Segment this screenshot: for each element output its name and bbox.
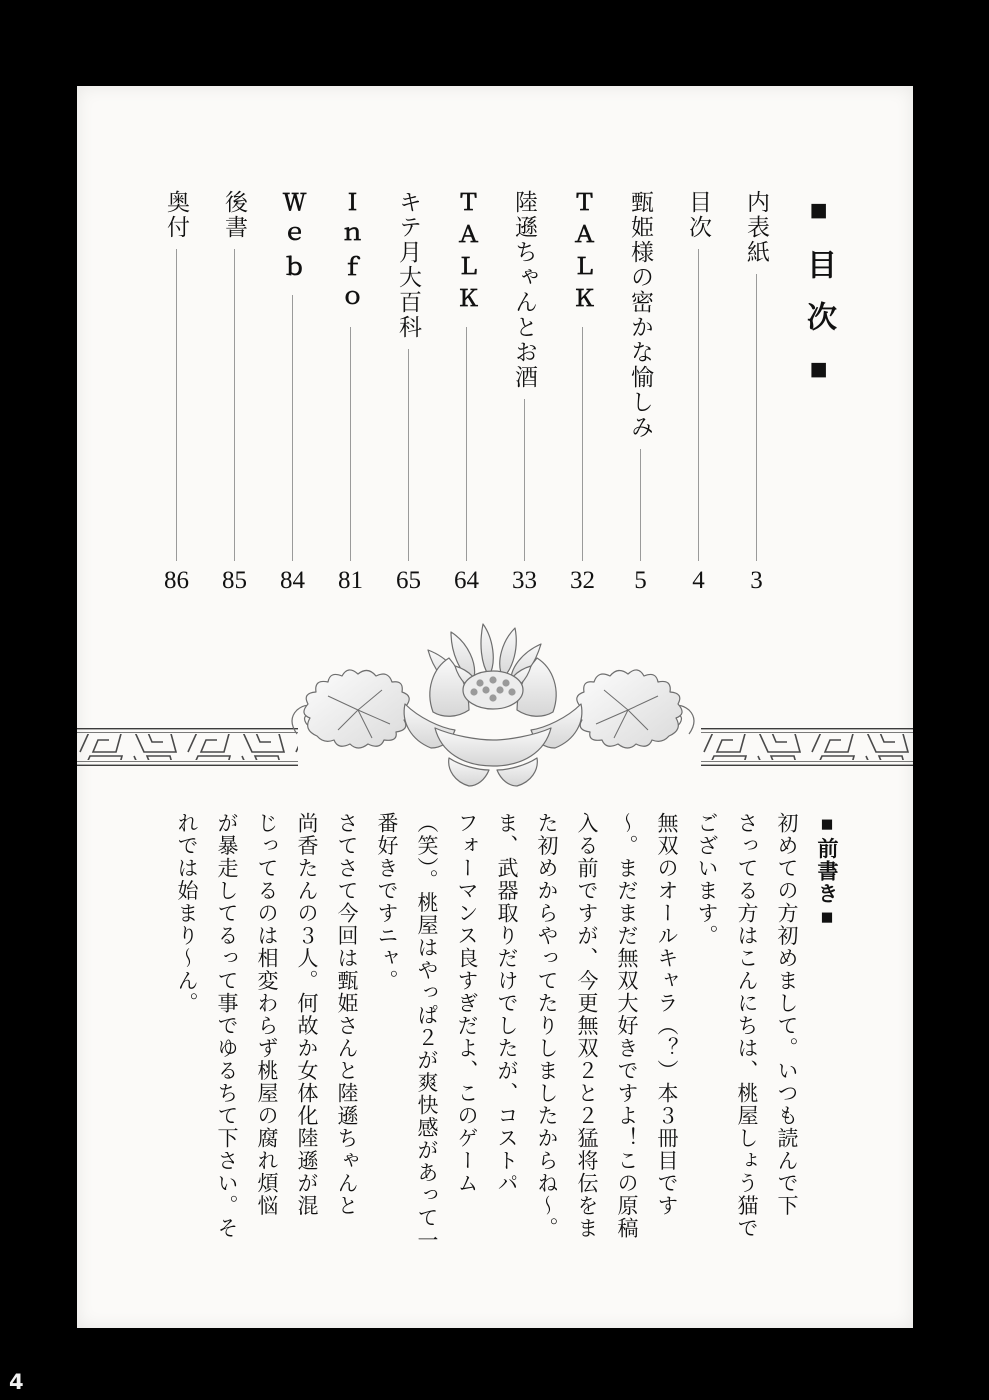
toc-entry xyxy=(395,190,422,594)
preface-text-column: 番好きですニャ。 xyxy=(375,812,399,992)
preface-text-column: 入る前ですが、今更無双２と２猛将伝をま xyxy=(575,812,599,1240)
toc-entry-title: 奥付 xyxy=(164,190,189,240)
toc-leader-line xyxy=(756,274,757,561)
toc-entry-title: 内表紙 xyxy=(744,190,769,265)
toc-leader-line xyxy=(524,399,525,561)
toc-leader-line xyxy=(176,249,177,561)
toc-entry-page-number: 81 xyxy=(338,567,363,594)
toc-entry-page-number: 85 xyxy=(222,567,247,594)
toc-entry xyxy=(743,190,770,594)
toc-entry-title: Ｗｅｂ xyxy=(280,190,306,286)
preface-text-column: （笑）。桃屋はやっぱ２が爽快感があって一 xyxy=(415,812,439,1252)
meander-border-right-icon xyxy=(701,728,913,766)
toc-entry-title: キテ月大百科 xyxy=(396,190,421,340)
toc-entry xyxy=(279,190,306,594)
lotus-flower-icon xyxy=(283,616,703,792)
toc-entry-page-number: 64 xyxy=(454,567,479,594)
preface-heading: ■前書き■ xyxy=(815,812,839,931)
toc-entry-title: 陸遜ちゃんとお酒 xyxy=(512,190,537,390)
toc-entry-page-number: 84 xyxy=(280,567,305,594)
toc-leader-line xyxy=(234,249,235,561)
preface-text-column: れでは始まり〜ん。 xyxy=(175,812,199,1015)
toc-entry-title: 甄姫様の密かな愉しみ xyxy=(628,190,653,440)
toc-entry-page-number: 32 xyxy=(570,567,595,594)
toc-leader-line xyxy=(350,327,351,561)
preface-text-column: 無双のオールキャラ（？）本３冊目です xyxy=(655,812,679,1217)
toc-leader-line xyxy=(582,327,583,561)
toc-entry-title: Ｉｎｆｏ xyxy=(338,190,364,318)
preface-section xyxy=(176,812,837,1317)
toc-entry xyxy=(163,190,190,594)
toc-entry-title: ＴＡＬＫ xyxy=(454,190,480,318)
preface-text-column: さてさて今回は甄姫さんと陸遜ちゃんと xyxy=(335,812,359,1217)
preface-text-column: 〜。まだまだ無双大好きですよ！この原稿 xyxy=(615,812,639,1240)
preface-text-column: 尚香たんの３人。何故か女体化陸遜が混 xyxy=(295,812,319,1217)
preface-text-column: ございます。 xyxy=(695,812,719,947)
toc-entry xyxy=(453,190,480,594)
preface-text-column: た初めからやってたりしましたからね〜。 xyxy=(535,812,559,1240)
toc-entry-page-number: 86 xyxy=(164,567,189,594)
preface-text-column: さってる方はこんにちは、桃屋しょう猫で xyxy=(735,812,759,1240)
outer-page-number: 4 xyxy=(9,1370,24,1394)
toc-leader-line xyxy=(466,327,467,561)
toc-entry xyxy=(685,190,712,594)
toc-entry xyxy=(337,190,364,594)
preface-text-column: ま、武器取りだけでしたが、コストパ xyxy=(495,812,519,1195)
meander-border-left-icon xyxy=(77,728,298,766)
toc-entry-page-number: 5 xyxy=(634,567,647,594)
toc-entry-page-number: 65 xyxy=(396,567,421,594)
toc-entry-page-number: 3 xyxy=(750,567,763,594)
paper-sheet xyxy=(77,86,913,1328)
toc-heading: ■目次■ xyxy=(802,194,835,408)
toc-entry-title: 後書 xyxy=(222,190,247,240)
toc-entry-page-number: 33 xyxy=(512,567,537,594)
toc-entry-title: ＴＡＬＫ xyxy=(570,190,596,318)
toc-leader-line xyxy=(408,349,409,561)
toc-entry-title: 目次 xyxy=(686,190,711,240)
toc-entry xyxy=(221,190,248,594)
toc-leader-line xyxy=(292,295,293,561)
preface-text-column: が暴走してるって事でゆるちて下さい。そ xyxy=(215,812,239,1240)
toc-entry-page-number: 4 xyxy=(692,567,705,594)
toc-leader-line xyxy=(698,249,699,561)
preface-text-column: じってるのは相変わらず桃屋の腐れ煩悩 xyxy=(255,812,279,1217)
preface-text-column: フォーマンス良すぎだよ、このゲーム xyxy=(455,812,479,1195)
toc-entry xyxy=(627,190,654,594)
table-of-contents xyxy=(163,190,833,594)
preface-text-column: 初めての方初めまして。いつも読んで下 xyxy=(775,812,799,1217)
toc-leader-line xyxy=(640,449,641,561)
toc-entry xyxy=(569,190,596,594)
toc-entry xyxy=(511,190,538,594)
